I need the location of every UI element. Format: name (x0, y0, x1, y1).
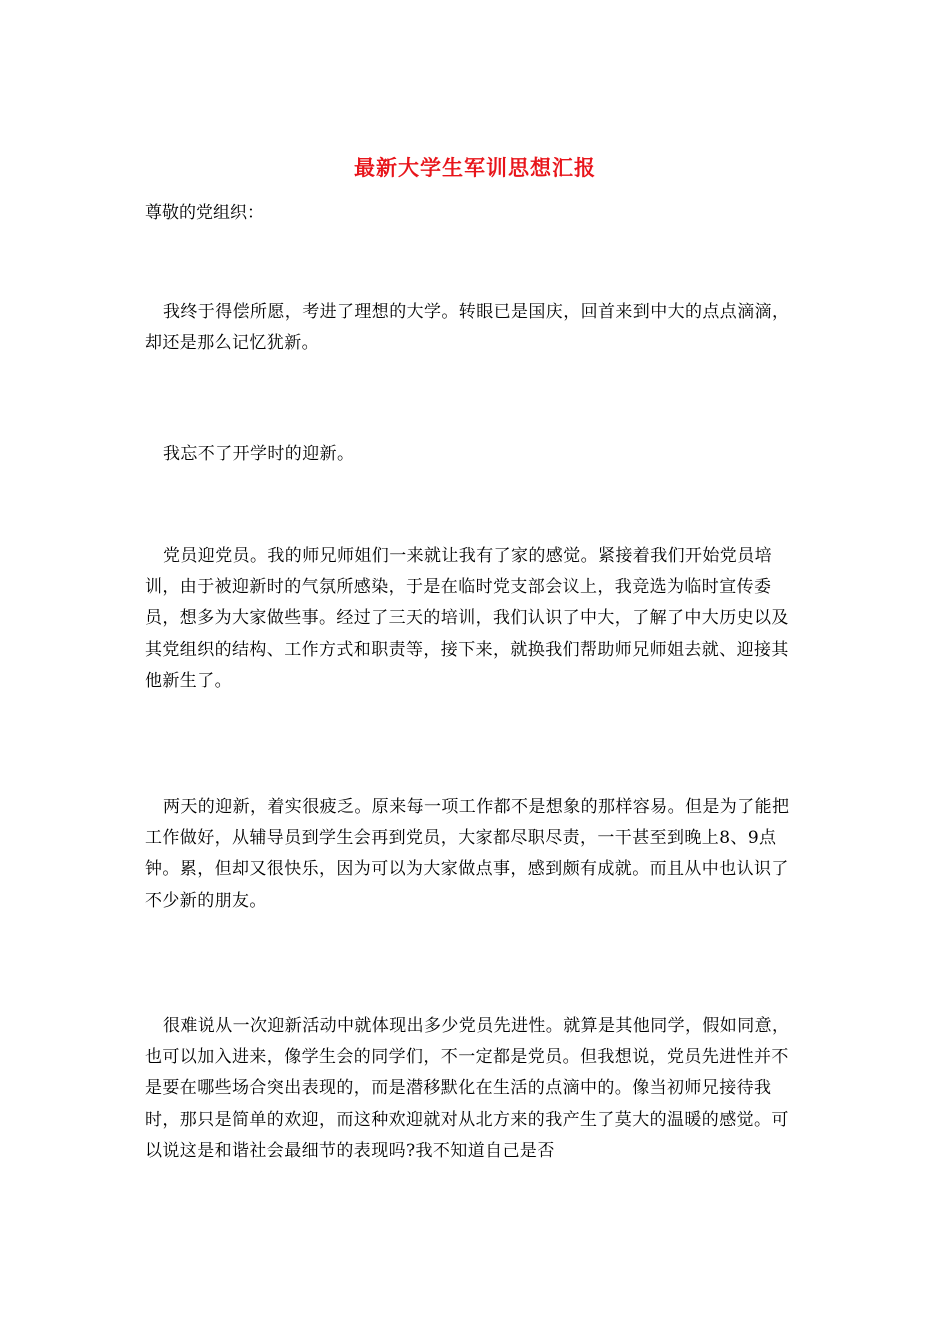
paragraph-5: 很难说从一次迎新活动中就体现出多少党员先进性。就算是其他同学，假如同意，也可以加入进来，像学生会的同学们，不一定都是党员。但我想说，党员先进性并不是要在哪些场合突出表现的，而是潜移默化在生活的点滴中的。像当初师兄接待我时，那只是简单的欢迎，而这种欢迎就对从北方来的我产生了莫大的温暖的感觉。可以说这是和谐社会最细节的表现吗?我不知道自己是否 (145, 1016, 790, 1161)
paragraph-1: 我终于得偿所愿，考进了理想的大学。转眼已是国庆，回首来到中大的点点滴滴，却还是那么记忆犹新。 (145, 302, 790, 354)
paragraph-4: 两天的迎新，着实很疲乏。原来每一项工作都不是想象的那样容易。但是为了能把工作做好，从辅导员到学生会再到党员，大家都尽职尽责，一干甚至到晚上8、9点钟。累，但却又很快乐，因为可以为大家做点事，感到颇有成就。而且从中也认识了不少新的朋友。 (145, 797, 790, 911)
paragraph-2: 我忘不了开学时的迎新。 (163, 444, 355, 464)
document-title: 最新大学生军训思想汇报 (354, 155, 596, 180)
paragraph-3: 党员迎党员。我的师兄师姐们一来就让我有了家的感觉。紧接着我们开始党员培训，由于被迎新时的气氛所感染，于是在临时党支部会议上，我竞选为临时宣传委员，想多为大家做些事。经过了三天的培训，我们认识了中大，了解了中大历史以及其党组织的结构、工作方式和职责等，接下来，就换我们帮助师兄师姐去就、迎接其他新生了。 (145, 546, 789, 691)
salutation: 尊敬的党组织： (145, 203, 264, 223)
